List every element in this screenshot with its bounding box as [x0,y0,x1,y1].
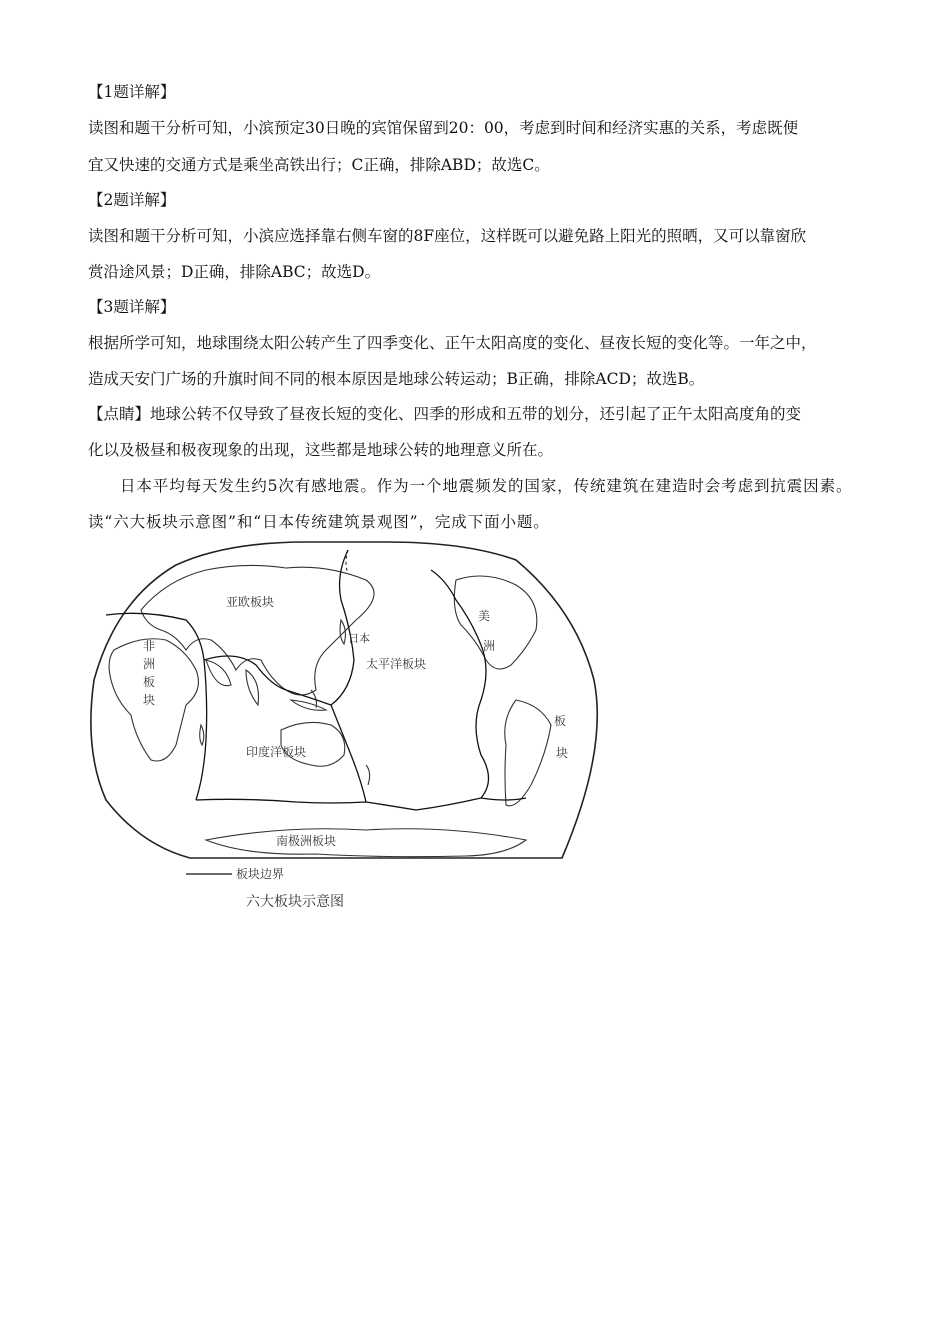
question-line-2: 读“六大板块示意图”和“日本传统建筑景观图”，完成下面小题。 [88,513,550,531]
label-indian-plate: 印度洋板块 [246,745,307,759]
label-africa-2: 洲 [143,657,156,671]
section-3-line-2: 造成天安门广场的升旗时间不同的根本原因是地球公转运动；B正确，排除ACD；故选B。 [88,370,705,388]
section-2-heading: 【2题详解】 [88,191,176,209]
label-eurasia-plate: 亚欧板块 [226,595,275,609]
section-1-line-1: 读图和题干分析可知，小滨预定30日晚的宾馆保留到20：00，考虑到时间和经济实惠的关系，考虑既便 [88,119,799,137]
label-africa-4: 块 [143,693,156,707]
section-1-line-2: 宜又快速的交通方式是乘坐高铁出行；C正确，排除ABD；故选C。 [88,156,550,174]
tip-line-2: 化以及极昼和极夜现象的出现，这些都是地球公转的地理意义所在。 [88,441,554,459]
label-america-2: 洲 [483,639,496,653]
map-frame [91,542,597,858]
label-pacific-plate: 太平洋板块 [366,657,427,671]
label-america-1: 美 [478,609,491,623]
map-caption: 六大板块示意图 [246,894,344,910]
label-japan: 日本 [348,632,370,645]
plate-map-figure [86,540,606,912]
legend-label: 板块边界 [236,867,285,881]
section-3-heading: 【3题详解】 [88,298,176,316]
plate-map [86,540,606,912]
section-3-line-1: 根据所学可知，地球围绕太阳公转产生了四季变化、正午太阳高度的变化、昼夜长短的变化等。一年之中， [88,334,817,352]
tip-line-1: 【点睛】地球公转不仅导致了昼夜长短的变化、四季的形成和五带的划分，还引起了正午太阳高度角的变 [88,405,802,423]
section-2-line-2: 赏沿途风景；D正确，排除ABC；故选D。 [88,263,381,281]
label-africa-3: 板 [143,675,156,689]
label-america-3: 板 [554,714,567,728]
label-antarctic-plate: 南极洲板块 [276,834,337,848]
label-africa-1: 非 [143,639,156,653]
label-america-4: 块 [556,746,569,760]
section-2-line-1: 读图和题干分析可知，小滨应选择靠右侧车窗的8F座位，这样既可以避免路上阳光的照晒，又可以靠窗欣 [88,227,807,245]
section-1-heading: 【1题详解】 [88,83,176,101]
plate-boundaries [106,550,526,810]
question-line-1: 日本平均每天发生约5次有感地震。作为一个地震频发的国家，传统建筑在建造时会考虑到抗震因素。 [120,477,853,495]
